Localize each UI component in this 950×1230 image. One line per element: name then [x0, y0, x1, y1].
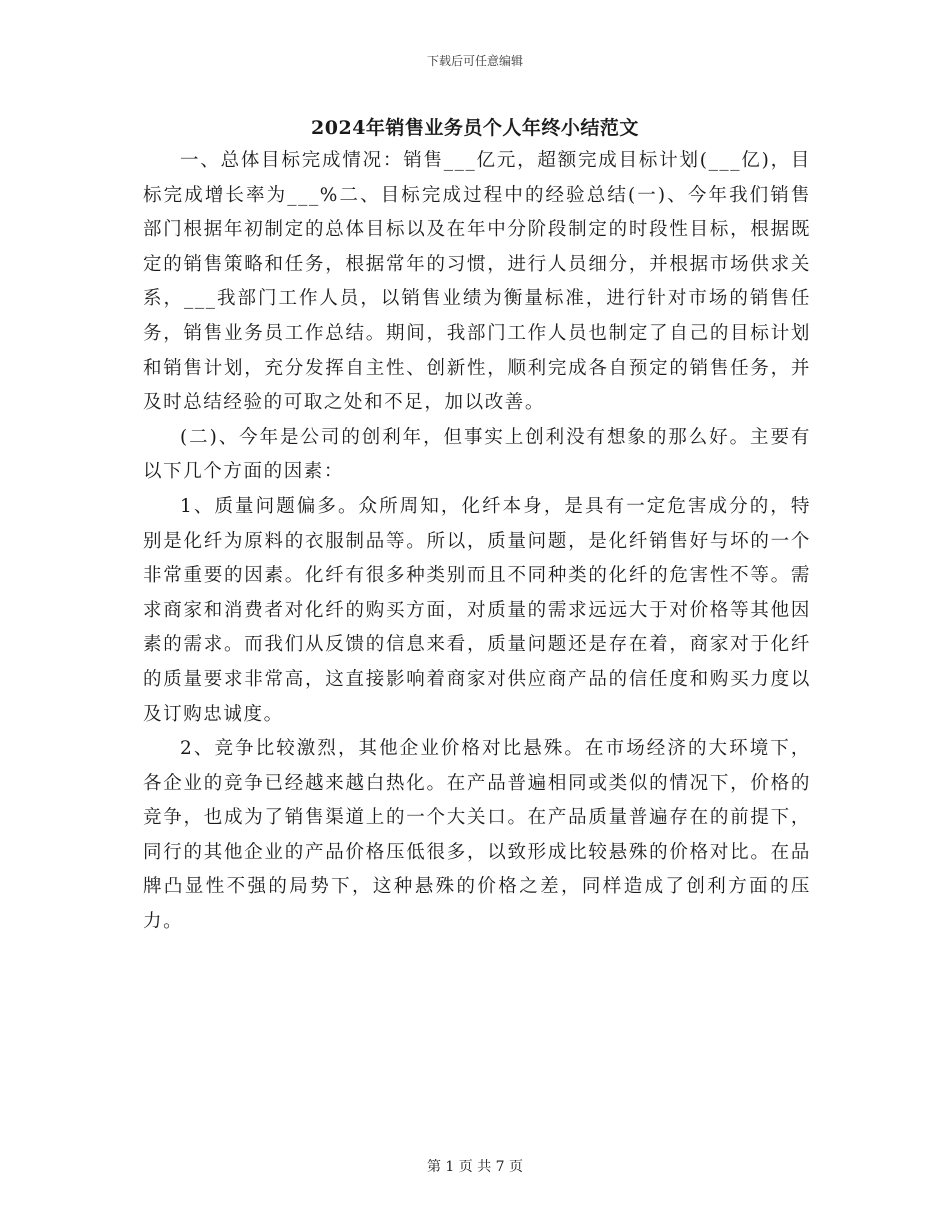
paragraph-quality-issues: 1、质量问题偏多。众所周知，化纤本身，是具有一定危害成分的，特别是化纤为原料的衣服制品等。所以，质量问题，是化纤销售好与坏的一个非常重要的因素。化纤有很多种类别而且不同种类的化纤的危害性不等。需求商家和消费者对化纤的购买方面，对质量的需求远远大于对价格等其他因素的需求。而我们从反馈的信息来看，质量问题还是存在着，商家对于化纤的质量要求非常高，这直接影响着商家对供应商产品的信任度和购买力度以及订购忠诚度。	[143, 495, 811, 725]
page-number: 第 1 页 共 7 页	[426, 1159, 524, 1175]
document-title: 2024年销售业务员个人年终小结范文	[311, 117, 639, 139]
page-header-note: 下载后可任意编辑	[426, 54, 523, 68]
document-body	[143, 144, 811, 940]
paragraph-overall-goals: 一、总体目标完成情况：销售___亿元，超额完成目标计划(___亿)，目标完成增长率为___%二、目标完成过程中的经验总结(一)、今年我们销售部门根据年初制定的总体目标以及在年中分阶段制定的时段性目标，根据既定的销售策略和任务，根据常年的习惯，进行人员细分，并根据市场供求关系，___我部门工作人员，以销售业绩为衡量标准，进行针对市场的销售任务，销售业务员工作总结。期间，我部门工作人员也制定了自己的目标计划和销售计划，充分发挥自主性、创新性，顺利完成各自预定的销售任务，并及时总结经验的可取之处和不足，加以改善。	[143, 150, 811, 414]
paragraph-profit-year: (二)、今年是公司的创利年，但事实上创利没有想象的那么好。主要有以下几个方面的因素：	[143, 426, 811, 483]
paragraph-competition: 2、竞争比较激烈，其他企业价格对比悬殊。在市场经济的大环境下，各企业的竞争已经越来越白热化。在产品普遍相同或类似的情况下，价格的竞争，也成为了销售渠道上的一个大关口。在产品质量普遍存在的前提下，同行的其他企业的产品价格压低很多，以致形成比较悬殊的价格对比。在品牌凸显性不强的局势下，这种悬殊的价格之差，同样造成了创利方面的压力。	[143, 738, 811, 933]
